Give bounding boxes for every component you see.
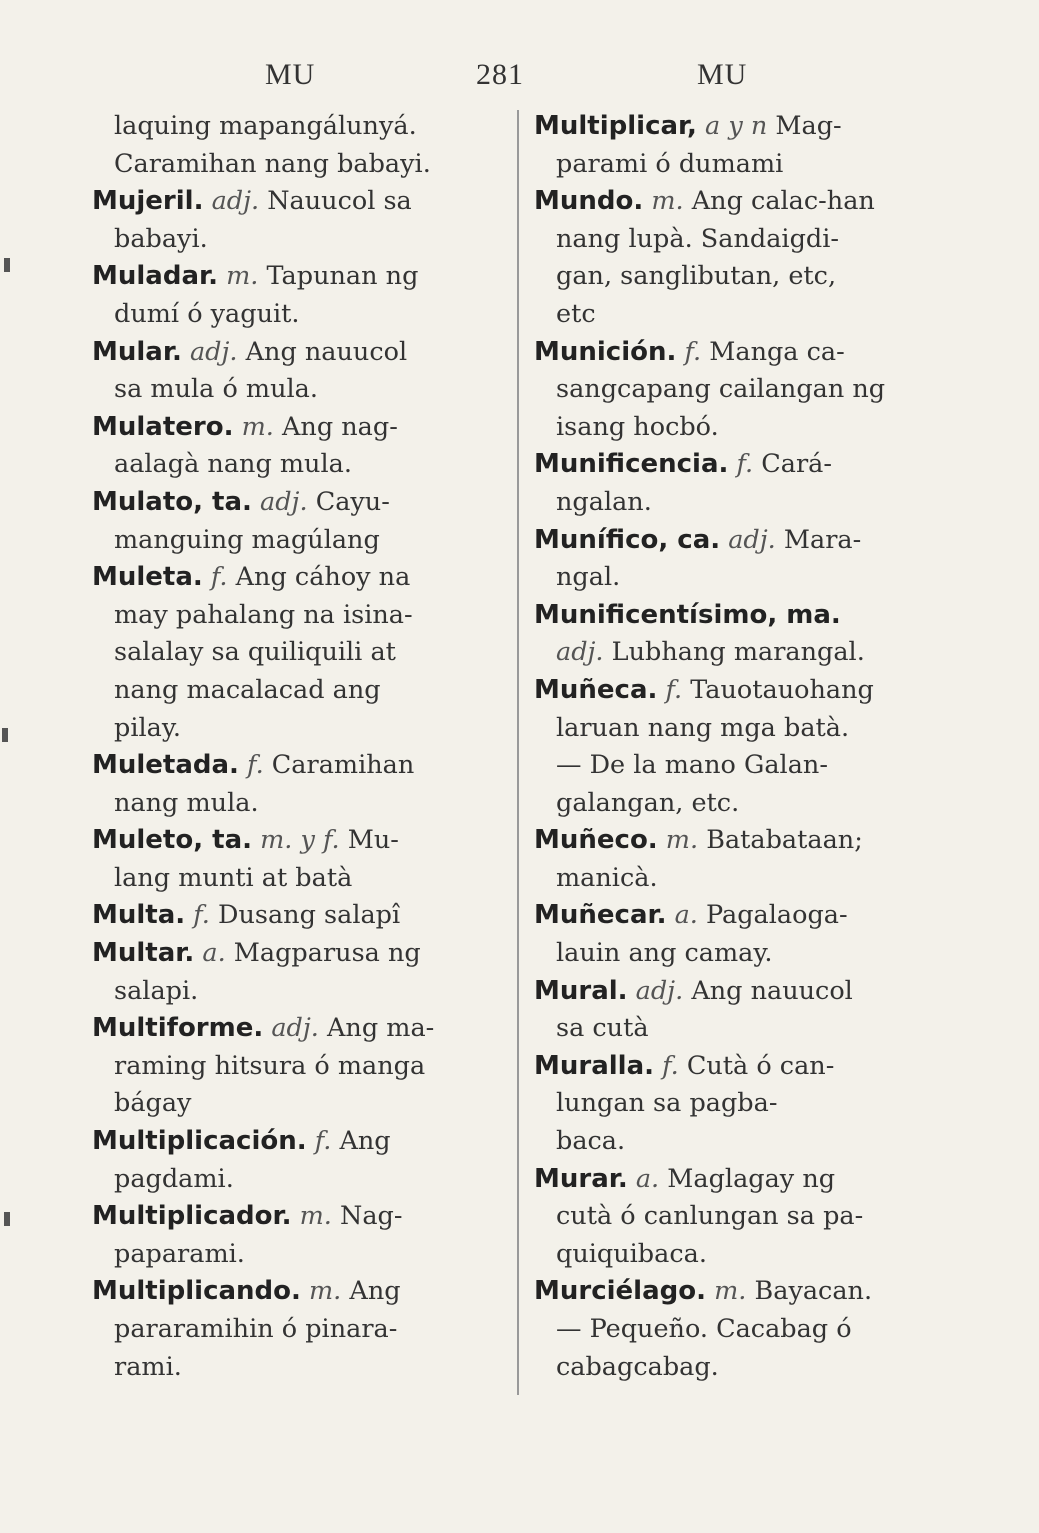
entry-line xyxy=(534,183,939,221)
definition-continuation: pagdami. xyxy=(114,1163,234,1194)
entry-line xyxy=(92,559,502,597)
headword: Mular. xyxy=(92,336,182,367)
headword: Mural. xyxy=(534,975,628,1006)
entry-line xyxy=(92,935,502,973)
column-divider xyxy=(517,110,519,1395)
definition-continuation: galangan, etc. xyxy=(556,787,740,818)
definition-continuation: quiquibaca. xyxy=(556,1238,707,1269)
dictionary-entry xyxy=(92,183,502,258)
left-column xyxy=(92,108,502,1386)
definition-text: laquing mapangálunyá. xyxy=(114,111,417,141)
dictionary-entry xyxy=(92,334,502,409)
entry-line xyxy=(92,409,502,447)
dictionary-entry xyxy=(534,108,939,183)
dictionary-entry xyxy=(92,897,502,935)
definition-text: Ang xyxy=(349,1276,401,1307)
entry-line xyxy=(534,973,939,1011)
headword: Multiforme. xyxy=(92,1013,264,1044)
definition-text: Pagalaoga- xyxy=(706,900,848,931)
part-of-speech: f. xyxy=(210,562,228,593)
entry-line xyxy=(534,446,939,484)
definition-continuation: salapi. xyxy=(114,975,199,1006)
headword: Muladar. xyxy=(92,261,218,292)
dictionary-entry xyxy=(92,484,502,559)
dictionary-entry xyxy=(534,597,939,635)
definition-continuation: cutà ó canlungan sa pa- xyxy=(556,1201,864,1232)
definition-text: Mag- xyxy=(775,111,842,141)
part-of-speech: adj. xyxy=(260,486,308,517)
definition-continuation: raming hitsura ó manga xyxy=(114,1050,426,1081)
definition-continuation: — De la mano Galan- xyxy=(556,750,828,781)
part-of-speech: f. xyxy=(684,336,702,367)
part-of-speech: a. xyxy=(674,900,698,931)
definition-text: Mara- xyxy=(783,524,862,555)
headword: Murar. xyxy=(534,1163,628,1194)
headword: Multiplicar, xyxy=(534,111,697,141)
headword: Multiplicación. xyxy=(92,1126,307,1157)
definition-text: Ang ma- xyxy=(327,1013,435,1044)
part-of-speech: m. xyxy=(309,1276,342,1307)
headword: Mulatero. xyxy=(92,411,234,442)
header-guide-word-right: MU xyxy=(697,58,748,91)
definition-text: Caramihan xyxy=(271,750,415,781)
definition-continuation: sa mula ó mula. xyxy=(114,374,318,405)
headword: Muñecar. xyxy=(534,900,667,931)
definition-text: Ang nauucol xyxy=(245,336,408,367)
definition-continuation: manguing magúlang xyxy=(114,524,380,555)
entry-line xyxy=(534,897,939,935)
dictionary-entry xyxy=(92,108,502,183)
definition-continuation: sa cutà xyxy=(556,1013,649,1044)
definition-continuation: nang lupà. Sandaigdi- xyxy=(556,223,839,254)
dictionary-entry xyxy=(534,973,939,1048)
headword: Munificentísimo, ma. xyxy=(534,599,841,630)
headword: Multiplicador. xyxy=(92,1201,292,1232)
definition-text: Caramihan nang babayi. xyxy=(114,148,431,179)
definition-continuation: bágay xyxy=(114,1088,192,1119)
definition-continuation: ngalan. xyxy=(556,486,652,517)
headword: Muñeco. xyxy=(534,825,658,856)
dictionary-entry xyxy=(92,409,502,484)
page-header xyxy=(0,58,1039,98)
headword: Muralla. xyxy=(534,1050,654,1081)
page-number: 281 xyxy=(476,58,524,91)
definition-text: Tapunan ng xyxy=(266,261,419,292)
entry-line xyxy=(534,1048,939,1086)
part-of-speech: m. xyxy=(299,1201,332,1232)
dictionary-entry xyxy=(534,334,939,447)
dictionary-entry xyxy=(92,1010,502,1123)
definition-continuation: laruan nang mga batà. xyxy=(556,712,850,743)
entry-line xyxy=(92,183,502,221)
part-of-speech: f. xyxy=(314,1126,332,1157)
part-of-speech: adj. xyxy=(556,637,604,668)
dictionary-entry xyxy=(534,1273,939,1386)
dictionary-entry xyxy=(92,1198,502,1273)
definition-text: Ang nag- xyxy=(281,411,398,442)
part-of-speech: m. xyxy=(241,411,274,442)
definition-continuation: isang hocbó. xyxy=(556,411,719,442)
definition-continuation: sangcapang cailangan ng xyxy=(556,374,886,405)
definition-text: Ang nauucol xyxy=(691,975,853,1006)
definition-text: Mu- xyxy=(347,825,399,856)
headword: Mundo. xyxy=(534,186,644,217)
part-of-speech: adj. xyxy=(635,975,684,1006)
entry-line xyxy=(92,146,502,184)
definition-continuation: salalay sa quiliquili at xyxy=(114,637,396,668)
definition-text: Bayacan. xyxy=(754,1276,873,1307)
entry-line xyxy=(534,634,939,672)
headword: Multiplicando. xyxy=(92,1276,301,1307)
definition-continuation: paparami. xyxy=(114,1238,245,1269)
definition-continuation: nang mula. xyxy=(114,787,259,818)
part-of-speech: m. y f. xyxy=(260,825,340,856)
dictionary-entry xyxy=(534,1161,939,1274)
definition-text: Magparusa ng xyxy=(233,938,421,969)
headword: Multa. xyxy=(92,900,186,931)
dictionary-entry xyxy=(92,1273,502,1386)
headword: Murciélago. xyxy=(534,1276,706,1307)
definition-text: Batabataan; xyxy=(706,825,863,856)
definition-continuation: nang macalacad ang xyxy=(114,674,381,705)
definition-continuation: rami. xyxy=(114,1351,182,1382)
headword: Munífico, ca. xyxy=(534,524,721,555)
headword: Mujeril. xyxy=(92,186,204,217)
headword: Muñeca. xyxy=(534,674,658,705)
definition-continuation: pilay. xyxy=(114,712,181,743)
dictionary-entry xyxy=(92,1123,502,1198)
definition-text: Manga ca- xyxy=(709,336,845,367)
dictionary-entry xyxy=(92,747,502,822)
definition-continuation: lauin ang camay. xyxy=(556,938,773,969)
dictionary-entry xyxy=(92,935,502,1010)
margin-mark xyxy=(4,1212,10,1226)
headword: Muleta. xyxy=(92,562,203,593)
entry-line xyxy=(92,334,502,372)
entry-line xyxy=(92,1010,502,1048)
dictionary-entry xyxy=(534,183,939,333)
entry-line xyxy=(92,258,502,296)
part-of-speech: a. xyxy=(635,1163,660,1194)
dictionary-entry xyxy=(534,897,939,972)
part-of-speech: m. xyxy=(226,261,259,292)
part-of-speech: m. xyxy=(714,1276,747,1307)
entry-line xyxy=(92,747,502,785)
right-column xyxy=(534,108,939,1386)
part-of-speech: a y n xyxy=(705,111,768,141)
definition-continuation: ngal. xyxy=(556,562,621,593)
definition-continuation: baca. xyxy=(556,1126,626,1157)
margin-mark xyxy=(2,728,8,742)
part-of-speech: f. xyxy=(665,674,683,705)
entry-line xyxy=(92,1198,502,1236)
definition-text: Ang calac-han xyxy=(691,186,875,217)
entry-line xyxy=(534,1161,939,1199)
dictionary-entry xyxy=(534,1048,939,1161)
definition-continuation: babayi. xyxy=(114,223,208,254)
entry-line xyxy=(92,897,502,935)
definition-continuation: lang munti at batà xyxy=(114,862,353,893)
dictionary-entry xyxy=(534,672,939,822)
entry-line xyxy=(92,822,502,860)
definition-text: Cutà ó can- xyxy=(686,1050,835,1081)
definition-text: Ang cáhoy na xyxy=(235,562,411,593)
definition-continuation: dumí ó yaguit. xyxy=(114,298,300,329)
definition-continuation: gan, sanglibutan, etc, xyxy=(556,261,837,292)
definition-text: Cayu- xyxy=(315,486,390,517)
dictionary-entry xyxy=(534,634,939,672)
entry-line xyxy=(534,108,939,146)
dictionary-entry xyxy=(534,522,939,597)
definition-text: Nauucol sa xyxy=(267,186,412,217)
headword: Munición. xyxy=(534,336,677,367)
definition-continuation: — Pequeño. Cacabag ó xyxy=(556,1314,852,1344)
entry-line xyxy=(92,108,502,146)
margin-mark xyxy=(4,258,10,272)
definition-continuation: cabagcabag. xyxy=(556,1351,719,1382)
definition-text: Cará- xyxy=(761,449,832,480)
entry-line xyxy=(92,1273,502,1311)
part-of-speech: f. xyxy=(662,1050,679,1081)
definition-text: Ang xyxy=(339,1126,391,1157)
entry-line xyxy=(534,522,939,560)
dictionary-entry xyxy=(534,446,939,521)
definition-continuation: manicà. xyxy=(556,862,658,893)
entry-line xyxy=(534,334,939,372)
dictionary-entry xyxy=(534,822,939,897)
entry-line xyxy=(534,597,939,635)
headword: Munificencia. xyxy=(534,449,729,480)
entry-line xyxy=(92,484,502,522)
entry-line xyxy=(534,1273,939,1311)
definition-text: Tauotauohang xyxy=(690,674,874,705)
part-of-speech: adj. xyxy=(271,1013,319,1044)
definition-text: Maglagay ng xyxy=(667,1163,836,1194)
part-of-speech: f. xyxy=(247,750,264,781)
definition-continuation: pararamihin ó pinara- xyxy=(114,1314,398,1344)
entry-line xyxy=(534,672,939,710)
definition-text: Lubhang marangal. xyxy=(611,637,865,668)
definition-continuation: lungan sa pagba- xyxy=(556,1088,778,1119)
headword: Muleto, ta. xyxy=(92,825,252,856)
dictionary-entry xyxy=(92,822,502,897)
headword: Muletada. xyxy=(92,750,239,781)
headword: Mulato, ta. xyxy=(92,486,252,517)
part-of-speech: f. xyxy=(736,449,754,480)
headword: Multar. xyxy=(92,938,195,969)
definition-continuation: may pahalang na isina- xyxy=(114,599,413,630)
definition-continuation: aalagà nang mula. xyxy=(114,449,352,480)
part-of-speech: adj. xyxy=(189,336,238,367)
part-of-speech: m. xyxy=(651,186,684,217)
definition-continuation: etc xyxy=(556,298,596,329)
part-of-speech: m. xyxy=(665,825,699,856)
definition-continuation: parami ó dumami xyxy=(556,148,784,179)
dictionary-entry xyxy=(92,559,502,747)
part-of-speech: adj. xyxy=(728,524,776,555)
header-guide-word-left: MU xyxy=(265,58,316,91)
entry-line xyxy=(92,1123,502,1161)
part-of-speech: a. xyxy=(202,938,226,969)
part-of-speech: f. xyxy=(193,900,210,931)
entry-line xyxy=(534,822,939,860)
dictionary-entry xyxy=(92,258,502,333)
definition-text: Nag- xyxy=(340,1201,403,1232)
part-of-speech: adj. xyxy=(211,186,260,217)
definition-text: Dusang salapî xyxy=(218,900,401,931)
